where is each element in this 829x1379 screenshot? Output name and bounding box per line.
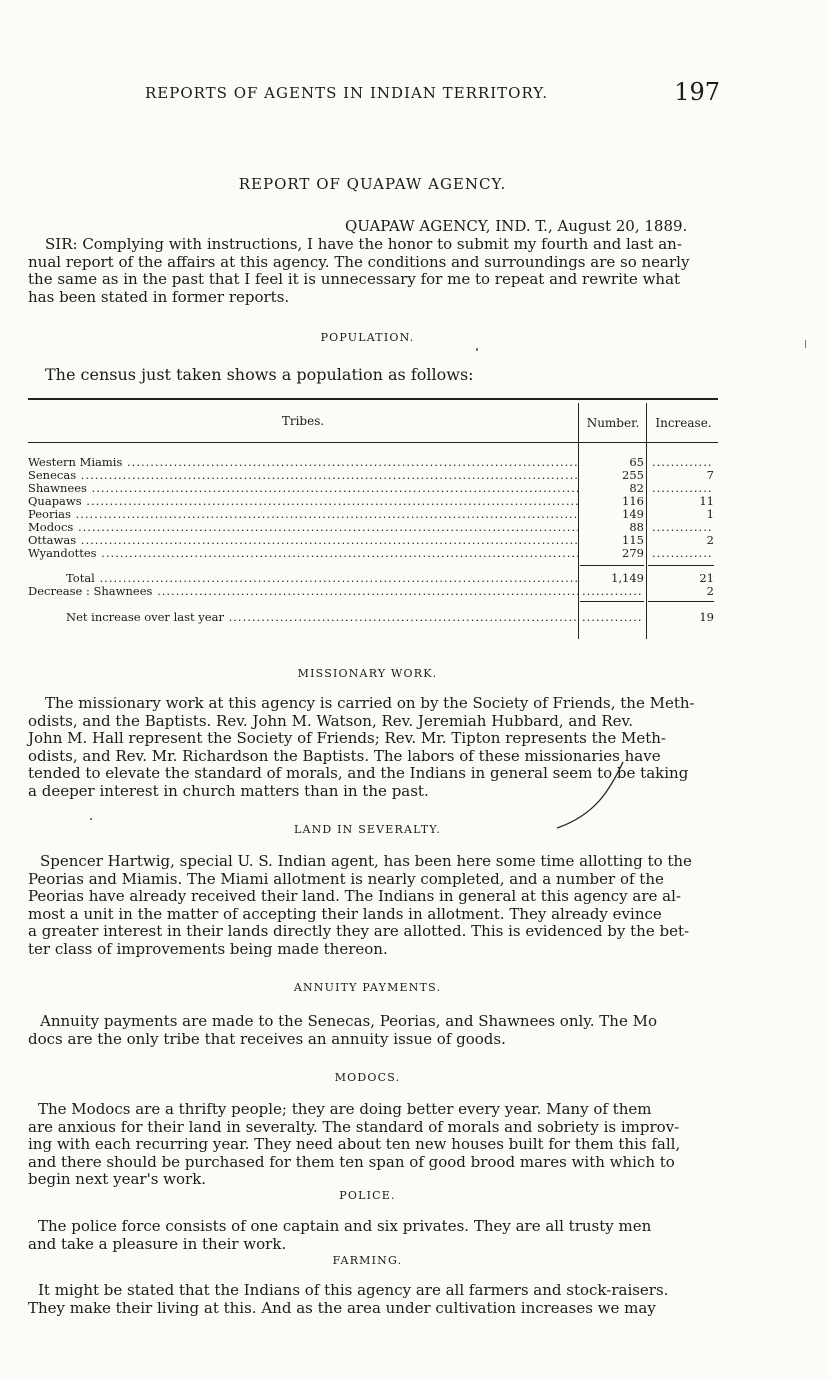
police-paragraph bbox=[28, 1218, 718, 1253]
land-line: most a unit in the matter of accepting their lands in allotment. They already evince bbox=[28, 904, 662, 923]
tribe-name: Ottawas ..... bbox=[28, 534, 578, 547]
modocs-line: ing with each recurring year. They need about ten new houses built for them this fall, bbox=[28, 1135, 681, 1154]
modocs-line: and there should be purchased for them ten span of good brood mares with which to bbox=[28, 1152, 675, 1171]
section-heading-modocs: MODOCS. bbox=[334, 1071, 401, 1084]
table-row bbox=[28, 482, 718, 495]
intro-line: the same as in the past that I feel it is unnecessary for me to repeat and rewrite what bbox=[28, 270, 681, 289]
increase-leader bbox=[652, 521, 712, 534]
tribe-number: 255 bbox=[622, 468, 644, 482]
missionary-line: John M. Hall represent the Society of Friends; Rev. Mr. Tipton represents the Meth- bbox=[28, 729, 666, 748]
scan-speck bbox=[476, 348, 478, 351]
tribe-name: Senecas ..... bbox=[28, 469, 578, 482]
decrease-label: Decrease : Shawnees ..... bbox=[28, 585, 578, 598]
land-paragraph bbox=[28, 853, 718, 959]
tribe-increase: 2 bbox=[706, 533, 714, 547]
tribe-number: 116 bbox=[622, 494, 644, 508]
tribe-increase: 7 bbox=[706, 468, 714, 482]
police-line: and take a pleasure in their work. bbox=[28, 1234, 287, 1253]
section-heading-land: LAND IN SEVERALTY. bbox=[293, 823, 442, 836]
table-row bbox=[28, 534, 718, 547]
land-line: a greater interest in their lands directly they are allotted. This is evidenced by the bet- bbox=[28, 922, 690, 941]
net-increase-value: 19 bbox=[699, 610, 714, 624]
column-header-tribes: Tribes. bbox=[281, 414, 325, 428]
tribe-number: 82 bbox=[629, 481, 644, 495]
tribe-number: 65 bbox=[629, 455, 644, 469]
land-line: ter class of improvements being made thereon. bbox=[28, 939, 388, 958]
modocs-line: The Modocs are a thrifty people; they are doing better every year. Many of them bbox=[38, 1100, 652, 1118]
population-table bbox=[28, 398, 718, 640]
modocs-paragraph bbox=[28, 1101, 718, 1189]
tribe-increase: 11 bbox=[699, 494, 714, 508]
modocs-line: are anxious for their land in severalty. The standard of morals and sobriety is improv- bbox=[28, 1117, 680, 1136]
missionary-line: odists, and the Baptists. Rev. John M. Watson, Rev. Jeremiah Hubbard, and Rev. bbox=[28, 711, 634, 730]
tribe-name: Peorias ..... bbox=[28, 508, 578, 521]
number-leader bbox=[582, 585, 642, 598]
tribe-name: Quapaws ..... bbox=[28, 495, 578, 508]
total-number: 1,149 bbox=[611, 571, 644, 585]
decrease-row bbox=[28, 585, 718, 598]
dateline: QUAPAW AGENCY, IND. T., August 20, 1889. bbox=[345, 217, 688, 235]
tribe-name: Wyandottes ..... bbox=[28, 547, 578, 560]
farming-paragraph bbox=[28, 1282, 718, 1317]
table-row bbox=[28, 469, 718, 482]
net-increase-label: Net increase over last year ..... bbox=[28, 611, 578, 624]
land-line: Spencer Hartwig, special U. S. Indian agent, has been here some time allotting to the bbox=[40, 852, 692, 870]
missionary-line: tended to elevate the standard of morals, and the Indians in general seem to be taking bbox=[28, 764, 689, 783]
running-head: REPORTS OF AGENTS IN INDIAN TERRITORY. bbox=[145, 84, 549, 102]
tribe-number: 88 bbox=[629, 520, 644, 534]
section-heading-missionary: MISSIONARY WORK. bbox=[297, 667, 438, 680]
tribe-increase: 1 bbox=[706, 507, 714, 521]
tribe-number: 115 bbox=[622, 533, 644, 547]
pencil-mark bbox=[555, 760, 625, 830]
column-header-number: Number. bbox=[586, 416, 640, 430]
column-header-increase: Increase. bbox=[655, 416, 712, 430]
land-line: Peorias and Miamis. The Miami allotment is nearly completed, and a number of the bbox=[28, 869, 664, 888]
section-heading-population: POPULATION. bbox=[320, 331, 415, 344]
increase-leader bbox=[652, 547, 712, 560]
tribe-name: Western Miamis ..... bbox=[28, 456, 578, 469]
scan-speck bbox=[805, 340, 806, 348]
total-increase: 21 bbox=[699, 571, 714, 585]
intro-line: SIR: Complying with instructions, I have the honor to submit my fourth and last an- bbox=[45, 235, 682, 253]
tribe-name: Modocs ..... bbox=[28, 521, 578, 534]
running-header bbox=[145, 78, 720, 108]
missionary-line: a deeper interest in church matters than in the past. bbox=[28, 781, 429, 800]
table-row bbox=[28, 547, 718, 560]
section-heading-annuity: ANNUITY PAYMENTS. bbox=[293, 981, 442, 994]
decrease-value: 2 bbox=[706, 584, 714, 598]
land-line: Peorias have already received their land. The Indians in general at this agency are al- bbox=[28, 887, 681, 906]
intro-line: has been stated in former reports. bbox=[28, 287, 290, 306]
tribe-number: 279 bbox=[622, 546, 644, 560]
tribe-number: 149 bbox=[622, 507, 644, 521]
section-heading-police: POLICE. bbox=[339, 1189, 396, 1202]
farming-line: It might be stated that the Indians of this agency are all farmers and stock-raisers. bbox=[38, 1281, 669, 1299]
table-row bbox=[28, 508, 718, 521]
total-row bbox=[28, 572, 718, 585]
report-title: REPORT OF QUAPAW AGENCY. bbox=[238, 175, 507, 193]
modocs-line: begin next year's work. bbox=[28, 1170, 207, 1189]
total-label: Total ..... bbox=[28, 572, 578, 585]
police-line: The police force consists of one captain and six privates. They are all trusty men bbox=[38, 1217, 652, 1235]
annuity-line: Annuity payments are made to the Senecas, Peorias, and Shawnees only. The Mo bbox=[40, 1012, 658, 1030]
table-row bbox=[28, 495, 718, 508]
scan-speck bbox=[90, 818, 92, 820]
intro-line: nual report of the affairs at this agency. The conditions and surroundings are so nearly bbox=[28, 252, 690, 271]
page-number: 197 bbox=[674, 78, 720, 106]
population-intro: The census just taken shows a population as follows: bbox=[45, 365, 474, 384]
number-leader bbox=[582, 611, 642, 624]
table-row bbox=[28, 456, 718, 469]
tribe-name: Shawnees ..... bbox=[28, 482, 578, 495]
increase-leader bbox=[652, 456, 712, 469]
missionary-line: odists, and Rev. Mr. Richardson the Baptists. The labors of these missionaries have bbox=[28, 746, 661, 765]
section-heading-farming: FARMING. bbox=[332, 1254, 403, 1267]
table-row bbox=[28, 521, 718, 534]
missionary-line: The missionary work at this agency is carried on by the Society of Friends, the Meth- bbox=[45, 694, 695, 712]
farming-line: They make their living at this. And as the area under cultivation increases we may bbox=[28, 1298, 656, 1317]
net-increase-row bbox=[28, 611, 718, 624]
annuity-paragraph bbox=[28, 1013, 718, 1048]
annuity-line: docs are the only tribe that receives an annuity issue of goods. bbox=[28, 1029, 506, 1048]
intro-paragraph bbox=[28, 236, 718, 306]
